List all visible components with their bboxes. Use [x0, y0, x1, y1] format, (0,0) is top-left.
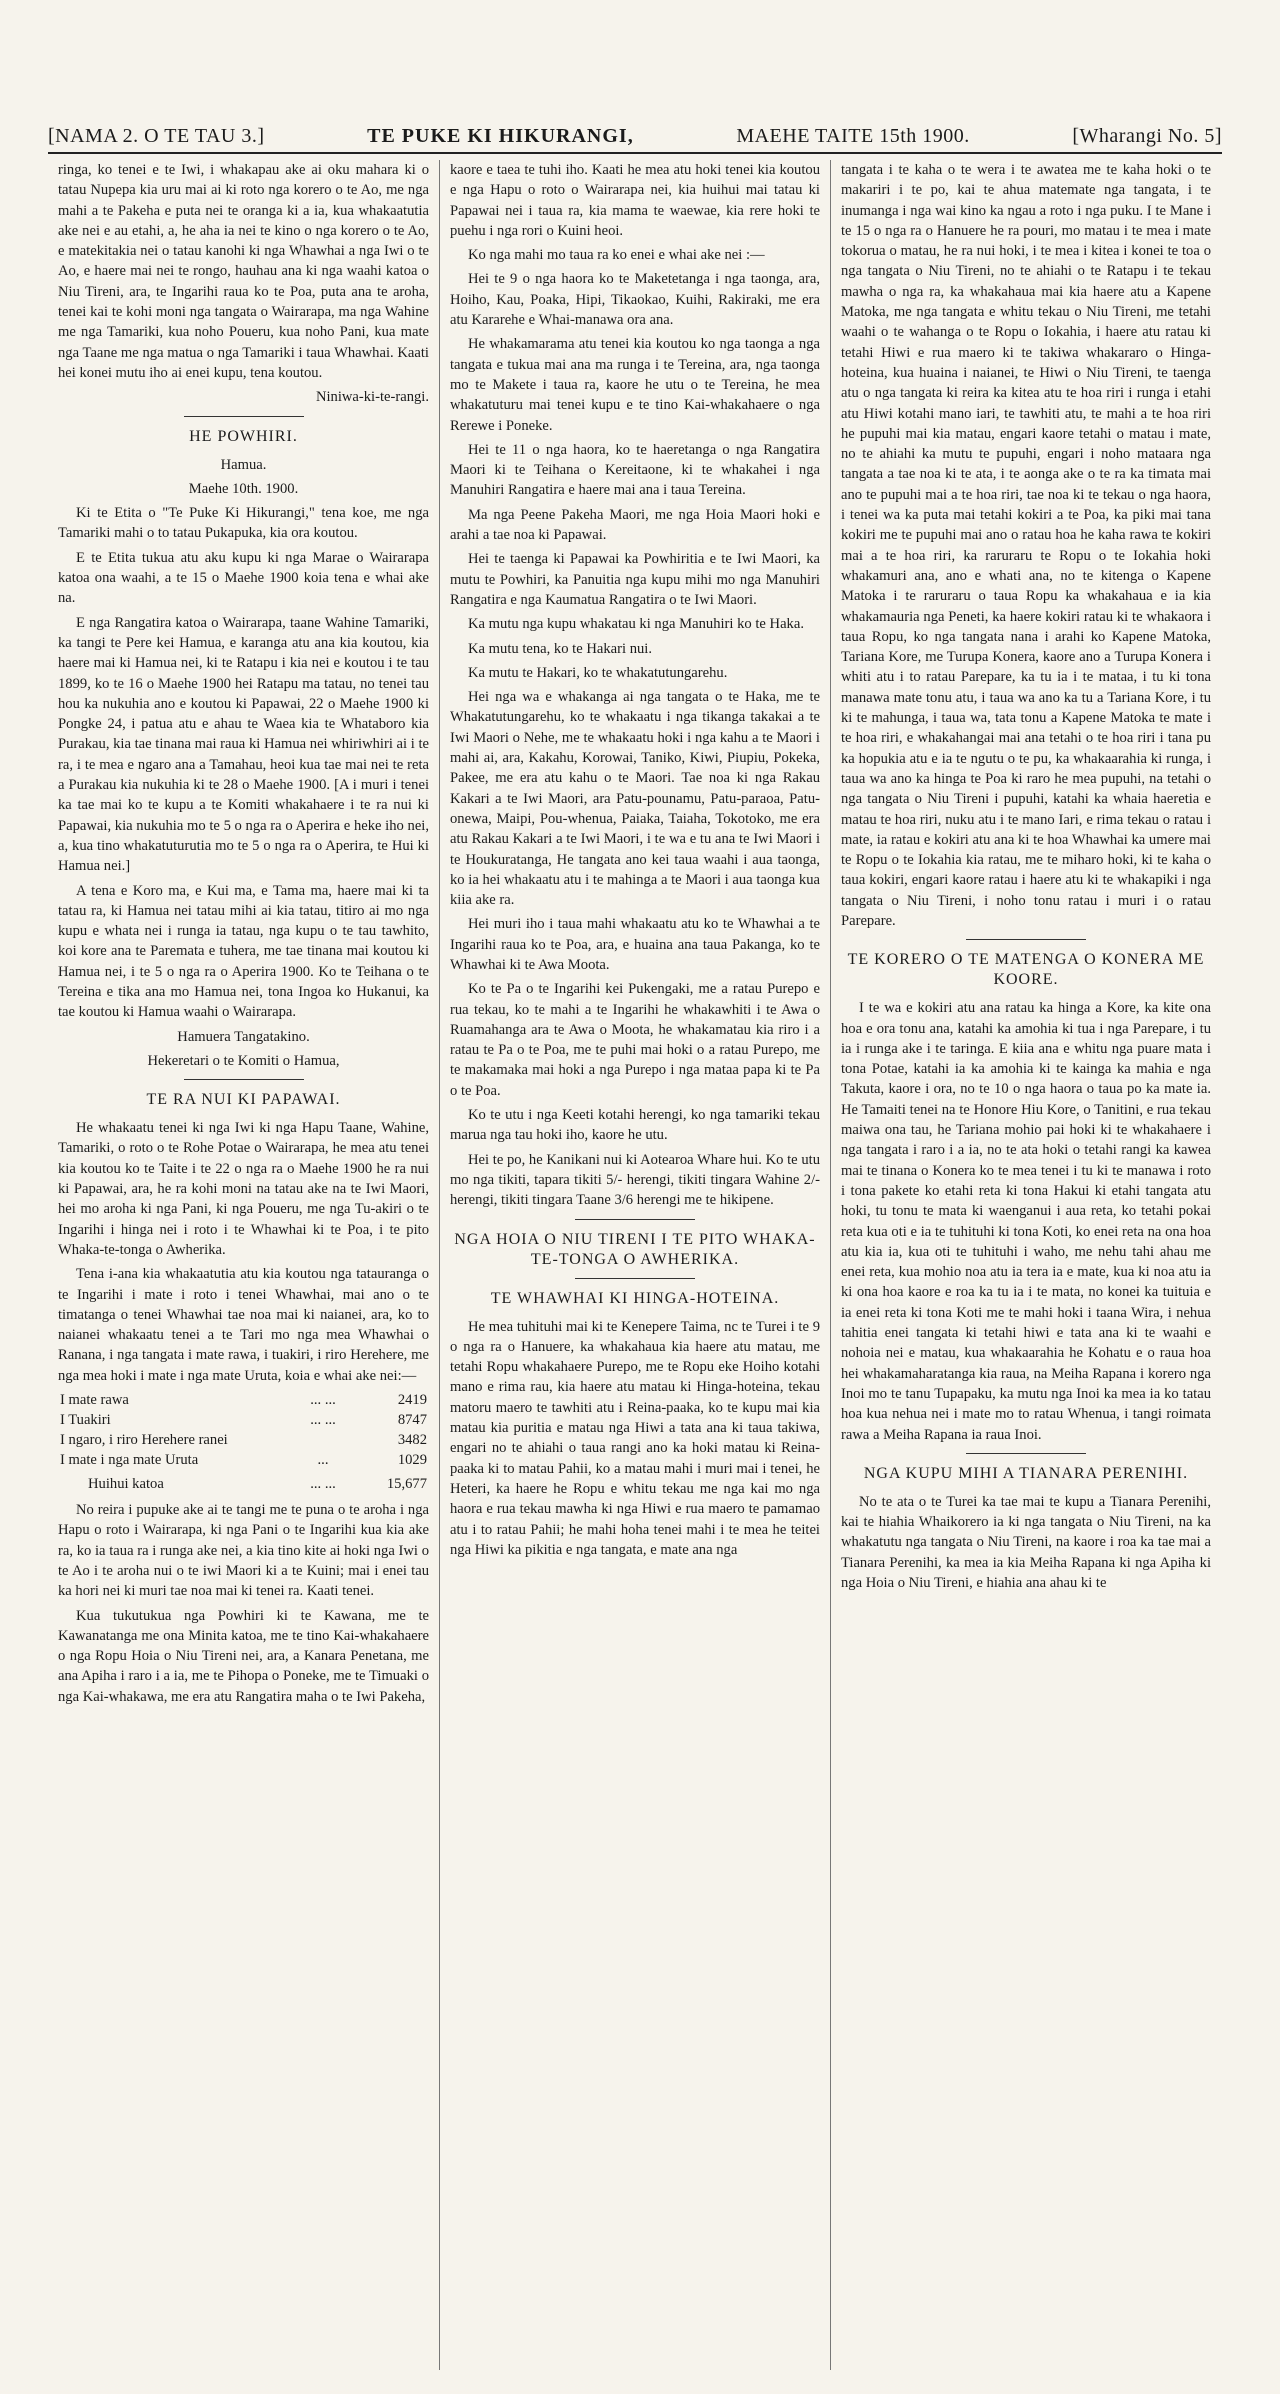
section-heading: HE POWHIRI.: [189, 427, 298, 445]
signature: Niniwa-ki-te-rangi.: [315, 389, 429, 406]
stat-label: I mate rawa: [60, 1392, 129, 1409]
paragraph: ringa, ko tenei e te Iwi, i whakapau ake ai oku mahara ki o tatau Nupepa kia uru mai ai ki roto nga korero o te Ao, me nga mahi a te Pakeha e puta nei te oranga ki a ia, kua whakaatutia ake nei e au etahi, a, he aha ia nei te kino o nga korero o te Ao, e matekitakia nei o tatau kanohi ki nga Whawhai a nga Iwi o te Ao, e haere mai nei te rongo, hauhau ana ki nga waahi katoa o Niu Tireni, ara, te Ingarihi raua ko te Poa, puta ana te aroha, tenei kai te kohi moni nga tangata o Wairarapa, ma nga Wahine me nga Tamariki, kua noho Poueru, kua noho Pani, kua mate nga Taane me nga matua o nga Tamariki i taua Whawhai. Kaati hei konei mutu iho ai enei kupu, tena koutou.: [58, 162, 429, 381]
paragraph: tangata i te kaha o te wera i te awatea me te kaha hoki o te makariri i te po, kai te ahua matemate nga tangata, i te inumanga i nga wai kino ka ngau a roto i nga puku. I te Mane i te 15 o nga ra o Hanuere he ra pouri, mo matau i te mea i mate tokorua o matau, he ra nui hoki, i te mea i kitea i konei te toa o nga tangata o Niu Tireni, no te ahiahi o te Ratapu i te tekau mawha o nga ra, ka whakahaua mai kia haere atu a Kapene Matoka, me nga tangata e whitu tekau o Niu Tireni, me tetahi waahi o te wahanga o te Ropu o Iokahia, i haere atu ratau ki tetahi Hiwi e rua maero ki te takiwa whakararo o Hinga-hoteina, kua huaina i naianei, te Hiwi o Niu Tireni, te taenga atu o nga tangata ki reira ka kitea atu te hoa riri i runga i etahi atu Hiwi kotahi mano iari, te tawhiti atu, te mahi a te hoa riri he pupuhi mai kia matau, engari kaore tetahi o matau i mate, no te ahiahi ka mutu te pupuhi, engari i noho mataara nga tangata a tae noa ki te ata, i te aonga ake o te ra ka timata mai ano te pupuhi mai a te hoa riri, tae noa ki te tekau o nga haora, i tenei wa ka puta mai tetahi kokiri a te Poa, ka piki mai tana kokiri me te pupuhi mai ano o ratau hoa he kaha rawa te kokiri mai a te hoa riri, ka raruraru te Ropu o te Iokahia hoki whakamuri ana, ano e whati ana, no te kitenga o Kapene Matoka i te raruraru o taua Ropu ka whakahaua e ia kia whakamauria nga Peneti, ka haere kokiri ratau ki te whakaora i taua Ropu, ko nga tangata nana i arahi ko Kapene Matoka, Tariana Kore, me Turupa Konera, kaore ano a Turupa Konera i whiti atu i to ratau Parepare, ka tu ia i te mataa, i tu ki tona manawa mate tonu atu, i taua wa ano ka tu a Tariana Kore, i tu ki te mahunga, i taua wa, tata tonu a Kapene Matoka te mate i te hoa riri, e whakahangai mai ana tetahi o te hoa riri i tana pu ka hopukia atu e ia te ngutu o te pu, ka whakaarahia ki runga, i taua wa ano ka hinga te Poa ki raro he mea pupuhi, na tetahi o nga tangata o Niu Tireni i pupuhi, katahi ka whaia haeretia e matau te hoa riri, nuku atu i te mano Iari, e rima tekau o ratau i mate, ia ratau e kokiri atu ana ki te hoa Whawhai ka umere mai te Ropu o te Iokahia kia ratau, me te miharo hoki, ki te kaha o taua kokiri, engari kaore ratau i haere atu ki te whakapiki i nga tangata o Niu Tireni, i noho tonu ratau i muri i o ratau Parepare.: [841, 162, 1211, 929]
stat-value: 3482: [397, 1432, 427, 1449]
section-heading: TE KORERO O TE MATENGA O KONERA ME KOORE.: [847, 951, 1205, 989]
divider: [575, 1278, 695, 1279]
paragraph: Hei te taenga ki Papawai ka Powhiritia e te Iwi Maori, ka mutu te Powhiri, ka Panuitia nga kupu mihi mo nga Manuhiri Rangatira e nga Kaumatua Rangatira o te Iwi Maori.: [450, 551, 820, 608]
page-header: [48, 112, 1222, 154]
total-dots: ... ...: [310, 1476, 336, 1493]
article-columns: [48, 160, 1222, 2370]
section-heading: TE WHAWHAI KI HINGA-HOTEINA.: [490, 1289, 780, 1307]
paragraph: A tena e Koro ma, e Kui ma, e Tama ma, haere mai ki ta tatau ra, ki Hamua nei tatau mihi ai kia tatau, titiro ai mo nga kupu e whata nei i runga ia tatau, nga kupu o te tau tawhito, koi kore ana te Paremata e tuhera, me tae tinana mai koutou ki Hamua nei, i te 5 o nga ra o Aperira 1900. Ko te Teihana o te Tereina e tika ana mo Hamua nei, tona Ingoa ko Hukanui, ka tae koutou ki Hamua waahi o Wairarapa.: [58, 882, 429, 1021]
dateline-date: Maehe 10th. 1900.: [188, 480, 299, 497]
paragraph: Ka mutu nga kupu whakatau ki nga Manuhiri ko te Haka.: [468, 616, 804, 633]
table-row: [58, 1430, 429, 1450]
paragraph: He mea tuhituhi mai ki te Kenepere Taima, nc te Turei i te 9 o nga ra o Hanuere, ka whakahaua kia haere atu matau, me tetahi Ropu whakahaere Purepo, me te Ropu eke Hoiho kotahi mano e rima rau, kia haere atu matau ki Hinga-hoteina, tekau matoru maero te tawhiti atu i Reina-paaka, ko te kupu mai kia matau kia puritia e matau nga Hiwi a tata ana ki taua takiwa, engari no te ahiahi o taua rangi ano ka hoki matau ki Reina-paaka ki to matau Pahii, ko a matau mahi i muri mai i tenei, he Heteri, ka haere he Ropu e whitu tekau me nga kai mo nga haora e rua tekau mawha ki nga Hiwi e rua maero te pamamao atu i to ratau Pahii; he mahi hoha tenei mahi i te mea he teitei nga Hiwi ka pikitia e nga tangata, e mate ana nga: [450, 1318, 820, 1558]
issue-number: [NAMA 2. O TE TAU 3.]: [48, 125, 265, 147]
issue-date: MAEHE TAITE 15th 1900.: [736, 125, 970, 147]
stat-value: 1029: [397, 1452, 427, 1469]
stat-dots: [291, 1430, 355, 1450]
total-value: 15,677: [386, 1476, 427, 1493]
paragraph: E nga Rangatira katoa o Wairarapa, taane Wahine Tamariki, ka tangi te Pere kei Hamua, e karanga atu ana kia koutou, kia haere mai ki Hamua nei, ki te Ratapu i kia nei e koutou i te tau 1899, ko te 16 o Maehe 1900 hei Ratapu ma tatau, no tenei tau hou ka nukuhia ano e koutou ki Papawai, 22 o Maehe 1900 ki Pongke 24, i patua atu e ahau te Waea kia te Whataboro kia Purakau, kia tae tinana mai raua ki Hamua nei whiriwhiri ai i te ra, i te mea e ngaro ana a Tamahau, heoi kua tae mai nei te reta a Purakau kia nukuhia ki te 28 o Maehe 1900. [A i muri i tenei ka tae mai ko te kupu a te Komiti whakahaere i te ra nui ki Papawai, kia nukuhia mo te 5 o nga ra o Aperira e heke iho nei, a, kua tino whakatuturutia mo te 5 o nga ra o Aperira, te Hui ki Hamua nei.]: [58, 614, 429, 875]
casualty-table: [58, 1390, 429, 1494]
paragraph: Ka mutu te Hakari, ko te whakatutungarehu.: [468, 664, 728, 681]
column-1: [48, 160, 439, 2370]
divider: [575, 1219, 695, 1220]
stat-value: 8747: [397, 1412, 427, 1429]
stat-dots: ... ...: [310, 1412, 336, 1429]
page-number: [Wharangi No. 5]: [1072, 125, 1222, 147]
section-heading: TE RA NUI KI PAPAWAI.: [146, 1091, 341, 1109]
table-total-row: [58, 1470, 429, 1494]
paragraph: Ka mutu tena, ko te Hakari nui.: [468, 640, 652, 657]
signature-title: Hekeretari o te Komiti o Hamua,: [147, 1052, 340, 1069]
paragraph: Kua tukutukua nga Powhiri ki te Kawana, me te Kawanatanga me ona Minita katoa, me te tino Kai-whakahaere o nga Ropu Hoia o Niu Tireni nei, ara, a Kanara Penetana, me ana Apiha i raro i a ia, me te Pihopa o Poneke, me te Timuaki o nga Kai-whakawa, me era atu Rangatira maha o te Iwi Pakeha,: [58, 1607, 429, 1705]
column-3: [830, 160, 1221, 2370]
stat-dots: ...: [317, 1452, 329, 1469]
table-row: [58, 1390, 429, 1410]
paragraph: No te ata o te Turei ka tae mai te kupu a Tianara Perenihi, kai te hiahia Whaikorero ia ki nga tangata o Niu Tireni, na ka whakatutu nga tangata o Niu Tireni, na kaore i roa ka tae mai a Tianara Perenihi, ka mea ia kia Meiha Rapana ki nga Apiha ki nga Hoia o Niu Tireni, e hiahia ana ahau ki te: [841, 1493, 1211, 1591]
paragraph: Hei te 9 o nga haora ko te Maketetanga i nga taonga, ara, Hoiho, Kau, Poaka, Hipi, Tikaokao, Kuihi, Rakiraki, me era atu Kararehe e Whai-manawa ora ana.: [450, 271, 820, 329]
paragraph: I te wa e kokiri atu ana ratau ka hinga a Kore, ka kite ona hoa e ora tonu ana, katahi ka amohia ki tua i nga Parepare, i tu ia i runga ake i te taringa. E kiia ana e whitu nga puare mata i tona Potae, katahi ia ka amohia ki te kainga ka mahia e nga Takuta, kaore i ora, no te 10 o nga haora o taua po ka mate ia. He Tamaiti tenei na te Honore Hiu Kore, o Tanitini, e rua tekau maiwa ona tau, he Tariana mohio pai hoki ki te whakahaere i nga tangata i raro i a ia, no te ata hoki o tetahi rangi ka kawea mai te tinana o Konera ko te mea tenei i tu ki te manawa i roto i tona pakete ko etahi reta ki tona Hakui ki etahi tangata atu hoki, tu tonu te mata ki waenganui i aua reta, ko tetahi pokai reta kua oti e ia te tuhituhi ki tona Koti, ko enei reta na ona hoa atu kia ia, kua oti te tuhituhi i waho, me nehu tahi ahau me enei reta, kua mohio noa atu ia tera ia e mate, kua ki noa atu ia ki ona hoa kaore e roa ka tu ia i te mata, no konei ka tuituia e ia enei reta ki tona Koti me te mahi hoki i taana Wira, i nehua tahitia enei tangata ki tetahi hiwi e tata ana ki te waahi e nohoia nei e matau, kua whakaarahia he Kohatu e o raua hoa hei whakamaharatanga kia raua, na Meiha Rapana i korero nga Inoi mo te tanu Tupapaku, ka mutu nga Inoi ka mea ia ko tatau hoa kua nehua nei i mate mo to ratau Whenua, i tangi roimata rawa a Meiha Rapana ia raua Inoi.: [841, 1000, 1211, 1443]
signature: Hamuera Tangatakino.: [177, 1028, 310, 1045]
stat-dots: ... ...: [310, 1392, 336, 1409]
table-row: [58, 1410, 429, 1430]
stat-value: 2419: [397, 1392, 427, 1409]
total-label: Huihui katoa: [88, 1476, 164, 1493]
masthead-title: TE PUKE KI HIKURANGI,: [367, 125, 634, 147]
table-row: [58, 1450, 429, 1470]
paragraph: Tena i-ana kia whakaatutia atu kia koutou nga tatauranga o te Ingarihi i mate i roto i tenei Whawhai, mai ano o te timatanga o tenei Whawhai tae noa mai ki naianei, ara, ko to naianei whakaatu tenei a te Tari mo nga mea Whawhai o Ranana, i nga tangata i mate rawa, i tuakiri, i riro Herehere, me nga mea hoki i mate i nga mate Uruta, koia e whai ake nei:—: [58, 1266, 429, 1384]
paragraph: No reira i pupuke ake ai te tangi me te puna o te aroha i nga Hapu o roto i Wairarapa, ki nga Pani o te Ingarihi kua kia ake ra, ko ia taua ra i runga ake nei, a kia tino kite ai hoki nga Iwi o te Ao i te aroha nui o te iwi Maori ki a te Kuini; mai i enei tau ka hori nei ki muri tae noa mai ki tenei ra. Kaati tenei.: [58, 1502, 429, 1600]
paragraph: He whakaatu tenei ki nga Iwi ki nga Hapu Taane, Wahine, Tamariki, o roto o te Rohe Potae o Wairarapa, he mea atu tenei kia koutou ko te Taite i te 22 o nga ra o Maehe 1900 he ra nui ki Papawai, ara, he ra kohi moni na tatau ake na te Iwi Maori, hei mo aroha ki nga Pani, ki nga Poueru, me nga Tu-akiri o te Ingarihi i hinga nei i roto i te Whawhai ki te Poa, i te pito Whaka-te-tonga o Awherika.: [58, 1120, 429, 1258]
paragraph: Ko nga mahi mo taua ra ko enei e whai ake nei :—: [468, 247, 765, 264]
divider: [966, 1453, 1086, 1454]
paragraph: Hei te po, he Kanikani nui ki Aotearoa Whare hui. Ko te utu mo nga tikiti, tapara tikiti 5/- herengi, tikiti tingara Wahine 2/- herengi, tikiti tingara Taane 3/6 herengi me te hikipene.: [450, 1151, 820, 1209]
paragraph: Hei te 11 o nga haora, ko te haeretanga o nga Rangatira Maori ki te Teihana o Kereitaone, ki te whakahei i nga Manuhiri Rangatira e haere mai ana i taua Tereina.: [450, 441, 820, 499]
dateline-place: Hamua.: [220, 456, 267, 473]
paragraph: Ko te utu i nga Keeti kotahi herengi, ko nga tamariki tekau marua nga tau hoki iho, kaore he utu.: [450, 1107, 820, 1144]
stat-label: I Tuakiri: [60, 1412, 111, 1429]
stat-label: I mate i nga mate Uruta: [60, 1452, 199, 1469]
section-heading: NGA HOIA O NIU TIRENI I TE PITO WHAKA-TE-TONGA O AWHERIKA.: [454, 1230, 816, 1268]
divider: [966, 939, 1086, 940]
section-heading: NGA KUPU MIHI A TIANARA PERENIHI.: [863, 1464, 1189, 1482]
divider: [184, 416, 304, 417]
paragraph: Ma nga Peene Pakeha Maori, me nga Hoia Maori hoki e arahi a tae noa ki Papawai.: [450, 506, 820, 544]
column-2: [439, 160, 830, 2370]
paragraph: Ki te Etita o "Te Puke Ki Hikurangi," tena koe, me nga Tamariki mahi o to tatau Pukapuka, kia ora koutou.: [58, 505, 429, 542]
paragraph: Hei muri iho i taua mahi whakaatu atu ko te Whawhai a te Ingarihi raua ko te Poa, ara, e huaina ana taua Pakanga, ko te Whawhai ki te Awa Moota.: [450, 916, 820, 973]
paragraph: E te Etita tukua atu aku kupu ki nga Marae o Wairarapa katoa ona waahi, a te 15 o Maehe 1900 koia tena e whai ake na.: [58, 549, 429, 607]
paragraph: Ko te Pa o te Ingarihi kei Pukengaki, me a ratau Purepo e rua tekau, ko te mahi a te Ingarihi he whakawhiti i te Awa o Ruamahanga ara te Awa o Moota, he whakamatau kia riro i a ratau te Pa o te Poa, me te puhi mai hoki o a ratau Purepo, me te makamaka mai hoki a nga Purepo i nga mataa papa ki te Pa o te Poa.: [450, 981, 820, 1099]
divider: [184, 1079, 304, 1080]
paragraph: Hei nga wa e whakanga ai nga tangata o te Haka, me te Whakatutungarehu, ko te whakaatu i nga tikanga takakai a te Iwi Maori o Nehe, me te whakaatu hoki i nga kahu a te Maori i mahi ai, ara, Kakahu, Korowai, Taniko, Kiwi, Piupiu, Pokeka, Pakee, me era atu kahu o te Maori. Tae noa ki nga Rakau Kakari a te Iwi Maori, ara Patu-pounamu, Patu-paraoa, Patu-onewa, Maipi, Pou-whenua, Paiaka, Taiaha, Tokotoko, me era atu Rakau Kakari a te Iwi Maori, i te wa e tu ana te Iwi Maori i te Houkuratanga, He tangata ano kei taua waahi i aua taonga, ko ia hei whakaatu atu i te mahinga a te Maori i aua taonga kua kiia ake ra.: [450, 689, 820, 909]
paragraph: He whakamarama atu tenei kia koutou ko nga taonga a nga tangata e tukua mai ana ma runga i te Tereina, ara, nga taonga mo te Makete i taua ra, kaore he utu o te Tereina, he mea whakatuturu mai tenei kupu e te tino Kai-whakahaere o nga Rerewe i Poneke.: [450, 336, 820, 434]
paragraph: kaore e taea te tuhi iho. Kaati he mea atu hoki tenei kia koutou e nga Hapu o roto o Wairarapa nei, kia huihui mai tatau ki Papawai nei i taua ra, kia mama te waewae, kia rere hoki te puehu i nga rori o Kuini heoi.: [450, 162, 820, 239]
stat-label: I ngaro, i riro Herehere ranei: [60, 1432, 228, 1449]
